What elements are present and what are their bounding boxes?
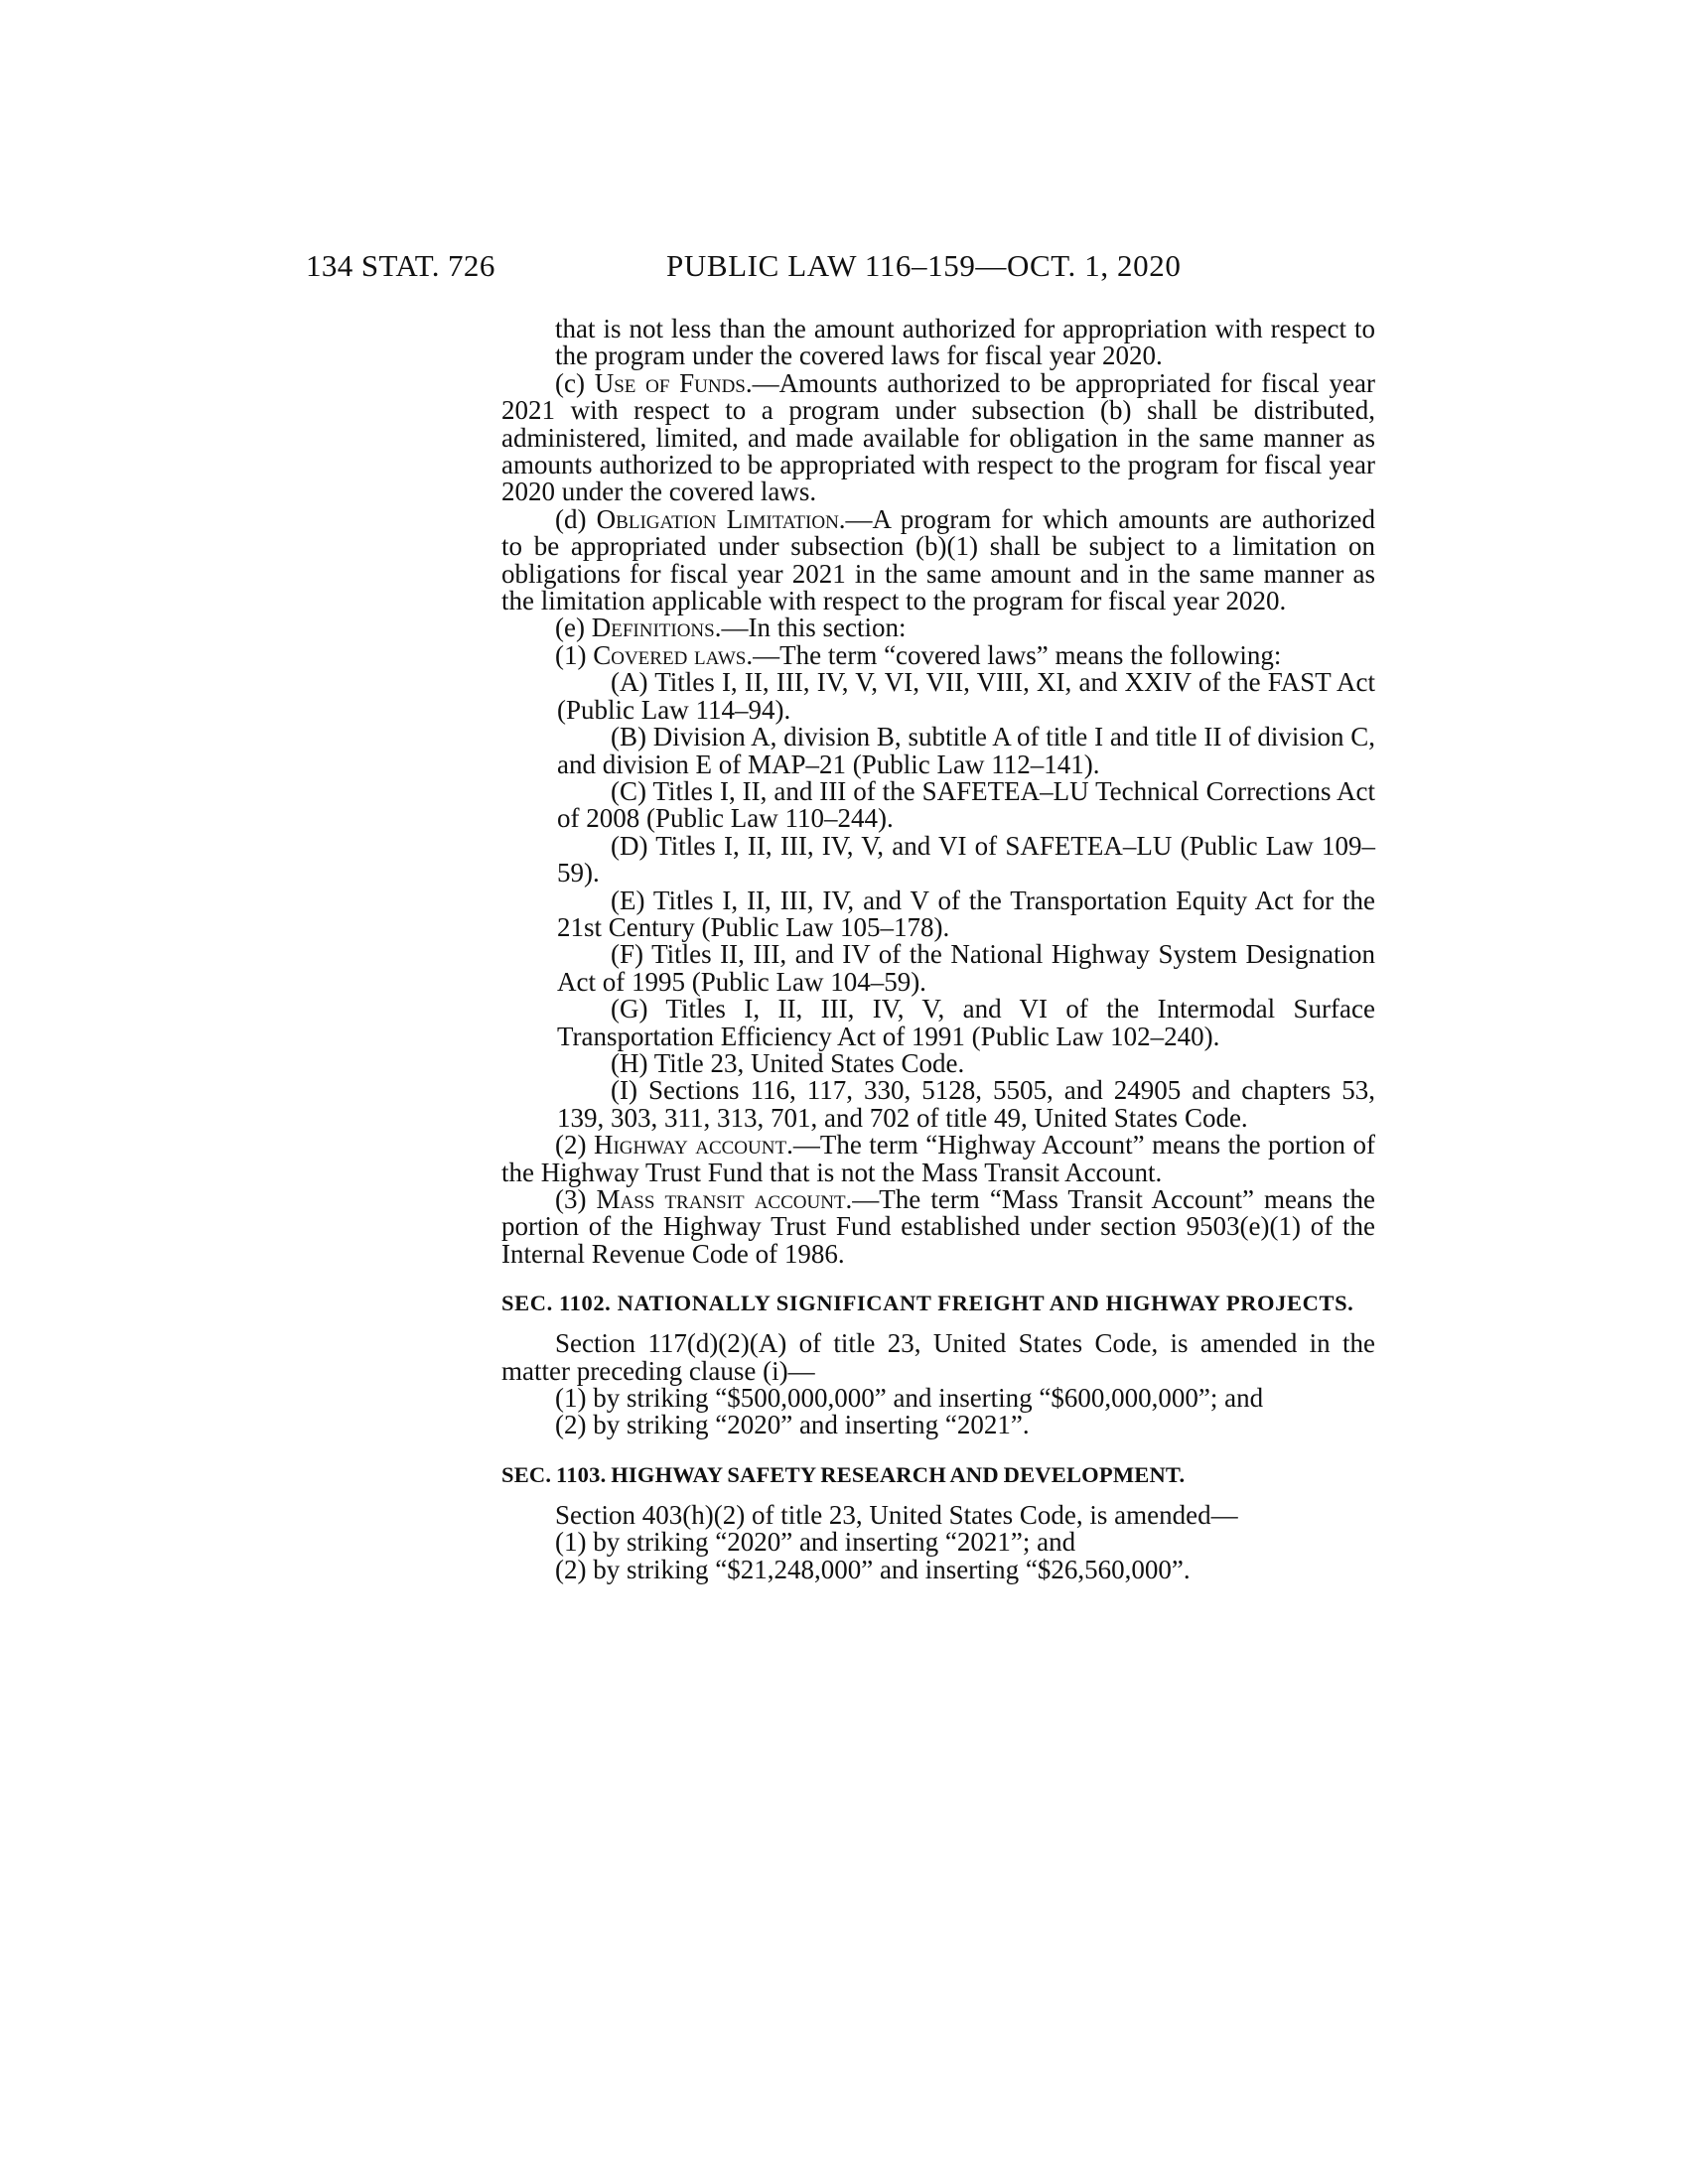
subparagraph-F: (F) Titles II, III, and IV of the National Highway System Designation Act of 1995 (Public Law 104–59).	[557, 939, 1375, 997]
paragraph-e2-heading: Highway account	[593, 1130, 787, 1160]
paragraph-e2	[448, 1132, 1375, 1186]
subsection-c-lead: (c)	[555, 367, 595, 398]
subparagraph-E: (E) Titles I, II, III, IV, and V of the Transportation Equity Act for the 21st Century (Public Law 105–178).	[557, 885, 1375, 942]
paragraph-e3-heading: Mass transit account	[596, 1184, 846, 1214]
subparagraph-D: (D) Titles I, II, III, IV, V, and VI of SAFETEA–LU (Public Law 109–59).	[557, 830, 1375, 888]
subsection-d-heading: Obligation Limitation	[596, 503, 839, 534]
subparagraph-G: (G) Titles I, II, III, IV, V, and VI of the Intermodal Surface Transportation Efficiency Act of 1991 (Public Law 102–240).	[557, 994, 1375, 1051]
paragraph-e1-heading: Covered laws	[593, 639, 747, 670]
subsection-d-text: .—A program for which amounts are authorized to be appropriated under subsection (b)(1) shall be subject to a limitation on obligations for fiscal year 2021 in the same amount and in the same manner as the limitation applicable with respect to the program for fiscal year 2020.	[501, 503, 1376, 616]
subsection-c	[501, 367, 1375, 507]
subsection-d	[501, 503, 1376, 616]
subparagraph-H: (H) Title 23, United States Code.	[611, 1047, 965, 1078]
paragraph-e1	[448, 639, 1375, 670]
subsection-e	[501, 614, 1375, 641]
continued-paragraph: that is not less than the amount authorized for appropriation with respect to the program under the covered laws for fiscal year 2020.	[555, 314, 1375, 371]
paragraph-e1-lead: (1)	[555, 639, 594, 670]
subsection-e-heading: Definitions	[591, 613, 715, 643]
subparagraph-C: (C) Titles I, II, and III of the SAFETEA–LU Technical Corrections Act of 2008 (Public Law 110–244).	[557, 775, 1375, 834]
paragraph-e1-text: .—The term “covered laws” means the following:	[746, 639, 1282, 670]
page-body	[501, 316, 1375, 1583]
paragraph-e3-lead: (3)	[555, 1184, 597, 1214]
section-1102-heading: SEC. 1102. NATIONALLY SIGNIFICANT FREIGHT AND HIGHWAY PROJECTS.	[501, 1291, 1354, 1316]
paragraph-e2-text: .—The term “Highway Account” means the portion of the Highway Trust Fund that is not the Mass Transit Account.	[501, 1130, 1375, 1187]
subsection-e-lead: (e)	[555, 613, 592, 643]
subsection-c-heading: Use of Funds	[594, 367, 746, 398]
section-1102-item-1: (1) by striking “$500,000,000” and inserting “$600,000,000”; and	[555, 1383, 1264, 1414]
section-1103-item-1: (1) by striking “2020” and inserting “2021”; and	[555, 1527, 1076, 1558]
section-1102-item-2: (2) by striking “2020” and inserting “2021”.	[555, 1410, 1030, 1440]
paragraph-e3-text: .—The term “Mass Transit Account” means the portion of the Highway Trust Fund established under section 9503(e)(1) of the Internal Revenue Code of 1986.	[501, 1184, 1375, 1269]
subparagraph-I: (I) Sections 116, 117, 330, 5128, 5505, and 24905 and chapters 53, 139, 303, 311, 313, 701, and 702 of title 49, United States Code.	[557, 1075, 1375, 1133]
paragraph-e2-lead: (2)	[555, 1130, 594, 1160]
running-header: PUBLIC LAW 116–159—OCT. 1, 2020	[666, 248, 1182, 283]
subsection-e-text: .—In this section:	[714, 613, 907, 643]
statute-page-number: 134 STAT. 726	[306, 248, 495, 283]
section-1102-intro: Section 117(d)(2)(A) of title 23, United States Code, is amended in the matter preceding clause (i)—	[501, 1328, 1375, 1386]
subparagraph-A: (A) Titles I, II, III, IV, V, VI, VII, VIII, XI, and XXIV of the FAST Act (Public Law 114–94).	[557, 667, 1375, 725]
subsection-c-text: .—Amounts authorized to be appropriated for fiscal year 2021 with respect to a program under subsection (b) shall be distributed, administered, limited, and made available for obligation in the same manner as amounts authorized to be appropriated with respect to the program for fiscal year 2020 under the covered laws.	[501, 367, 1375, 507]
section-1103-heading: SEC. 1103. HIGHWAY SAFETY RESEARCH AND DEVELOPMENT.	[501, 1461, 1186, 1487]
subsection-d-lead: (d)	[555, 503, 597, 534]
subparagraph-B: (B) Division A, division B, subtitle A of title I and title II of division C, and division E of MAP–21 (Public Law 112–141).	[557, 722, 1375, 779]
section-1103-item-2: (2) by striking “$21,248,000” and inserting “$26,560,000”.	[555, 1554, 1191, 1584]
section-1103-intro: Section 403(h)(2) of title 23, United States Code, is amended—	[555, 1499, 1238, 1530]
paragraph-e3	[448, 1186, 1375, 1268]
